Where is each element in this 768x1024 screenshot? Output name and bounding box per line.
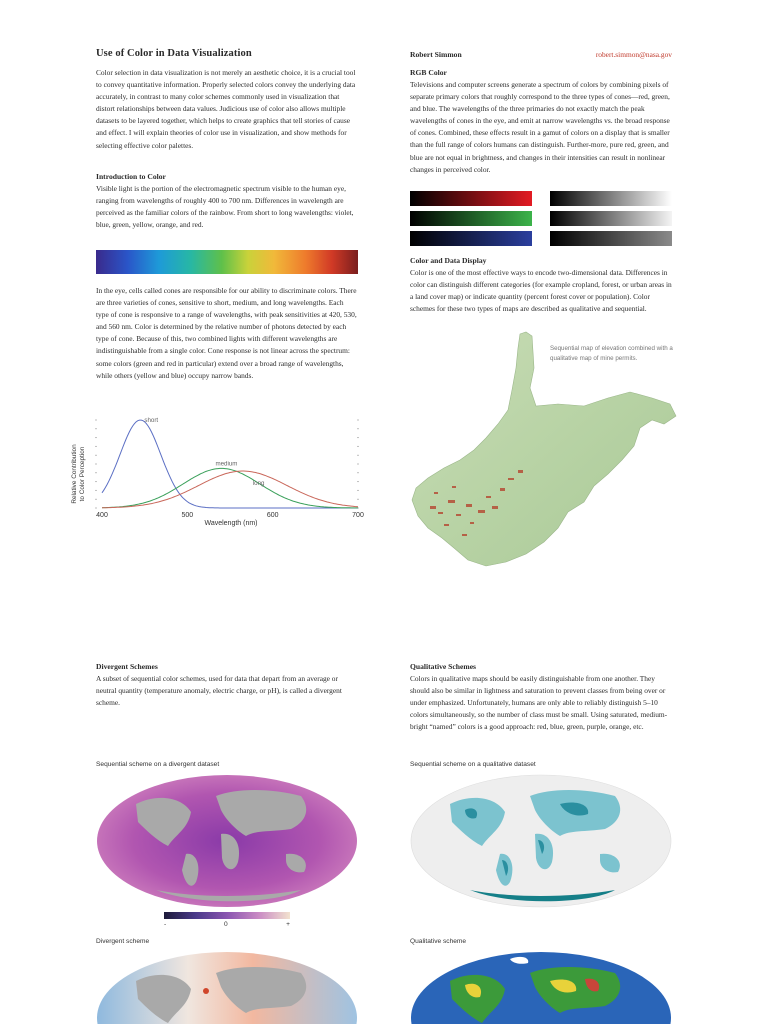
legend-max: +	[286, 921, 290, 928]
cones-paragraph: In the eye, cells called cones are responsible for our ability to discriminate colors. There are three varieties of cones, sensitive to short, medium, and long wavelengths. Each type of cone is responsive to a range of wavelengths, with peak sensitivities at 420, 530, and 560 nm. Color is determined by the relative number of photons detected by each type of cone. Because of this, two combined lights with different wavelengths are indistinguishable from a single color. Cone response is not linear across the spectrum: some colors (green and red in particular) extend over a broad range of wavelengths, while others (yellow and blue) occupy narrow bands.	[96, 286, 357, 380]
y-tick-dot	[358, 455, 359, 456]
y-tick-dot	[358, 428, 359, 429]
series-label-long: long	[252, 480, 265, 488]
y-tick-dot	[96, 464, 97, 465]
caption-divergent: Divergent scheme	[96, 938, 150, 945]
red-luminance-bar	[550, 191, 672, 206]
qualitative-heading: Qualitative Schemes	[410, 662, 477, 671]
intro-color-body: Visible light is the portion of the electromagnetic spectrum visible to the human eye, ranging from wavelengths of roughly 400 to 700 nm. Differences in wavelength are perceived as the familiar colors of the rainbow. From short to long wavelengths: violet, blue, green, yellow, orange, and red.	[96, 184, 354, 230]
series-label-short: short	[144, 417, 159, 424]
y-tick-dot	[96, 499, 97, 500]
y-tick-dot	[96, 481, 97, 482]
x-tick-label: 700	[352, 512, 364, 519]
intro-paragraph: Color selection in data visualization is not merely an aesthetic choice, it is a crucial tool to convey quantitative information. Properly selected colors convey the underlying data accurately, in contrast to many color schemes commonly used in visualization that distort relationships between data values. Judicious use of color also allows multiple datasets to be layered together, which helps to create graphics that tell stories of cause and effect. I will explain theories of color use in visualization, and show methods for selecting effective color palettes.	[96, 68, 356, 150]
y-tick-dot	[358, 472, 359, 473]
y-tick-dot	[96, 472, 97, 473]
y-tick-dot	[96, 490, 97, 491]
color-display-heading: Color and Data Display	[410, 256, 487, 265]
author-email[interactable]: robert.simmon@nasa.gov	[595, 50, 672, 59]
map-sequential-divergent	[96, 774, 358, 908]
x-tick-label: 400	[96, 512, 108, 519]
blue-luminance-bar	[550, 231, 672, 246]
divergent-body: A subset of sequential color schemes, used for data that depart from an average or neutral quantity (temperature anomaly, electric charge, or pH), is called a divergent scheme.	[96, 674, 342, 708]
legend-labels	[164, 921, 290, 931]
rgb-heading: RGB Color	[410, 68, 447, 77]
y-tick-dot	[358, 437, 359, 438]
author-name: Robert Simmon	[410, 50, 462, 59]
intro-color-heading: Introduction to Color	[96, 172, 166, 181]
red-gradient-bar	[410, 191, 532, 206]
series-line-medium	[102, 468, 358, 508]
y-tick-dot	[358, 464, 359, 465]
west-virginia-elevation-map	[408, 328, 688, 573]
legend-mid: 0	[224, 921, 228, 928]
wv-map-caption: Sequential map of elevation combined with a qualitative map of mine permits.	[550, 345, 673, 362]
green-gradient-bar	[410, 211, 532, 226]
rgb-body: Televisions and computer screens generate a spectrum of colors by combining pixels of separate primary colors that roughly correspond to the three types of cones—red, green, and blue. The wavelengths of the three primaries do not exactly match the peak wavelengths of cones in the eye, and emit at narrow wavelengths vs. the broad response of cones. Combined, these effects result in a gamut of colors on a display that is smaller than the full range of colors humans can distinguish. Further-more, pure red, green, and blue are not equal in brightness, and changes in their intensities can result in nonlinear changes in perceived color.	[410, 80, 670, 174]
y-tick-dot	[96, 420, 97, 421]
caption-seq-qualitative: Sequential scheme on a qualitative dataset	[410, 761, 536, 768]
blue-gradient-bar	[410, 231, 532, 246]
y-tick-dot	[358, 481, 359, 482]
x-tick-label: 500	[181, 512, 194, 519]
y-tick-dot	[96, 508, 97, 509]
y-tick-dot	[358, 420, 359, 421]
state-shape	[412, 332, 676, 566]
color-display-body: Color is one of the most effective ways to encode two-dimensional data. Differences in color can distinguish different categories (for example cropland, forest, or urban areas in a land cover map) or indicate quantity (percent forest cover or population). Color schemes for these two types of maps are described as qualitative and sequential.	[410, 268, 672, 314]
caption-qualitative: Qualitative scheme	[410, 938, 467, 945]
page-title: Use of Color in Data Visualization	[96, 48, 252, 59]
x-tick-label: 600	[266, 512, 279, 519]
caption-seq-divergent: Sequential scheme on a divergent dataset	[96, 761, 220, 768]
chart-xlabel: Wavelength (nm)	[204, 520, 258, 527]
y-tick-dot	[358, 446, 359, 447]
cone-response-chart	[68, 412, 368, 530]
y-tick-dot	[96, 446, 97, 447]
y-tick-dot	[358, 490, 359, 491]
y-tick-dot	[96, 428, 97, 429]
map-qualitative	[410, 951, 672, 1024]
series-label-medium: medium	[215, 460, 238, 468]
visible-spectrum-bar	[96, 250, 358, 274]
y-tick-dot	[96, 455, 97, 456]
legend-min: -	[164, 921, 167, 928]
map-sequential-qualitative	[410, 774, 672, 908]
green-luminance-bar	[550, 211, 672, 226]
divergent-heading: Divergent Schemes	[96, 662, 158, 671]
y-tick-dot	[358, 499, 359, 500]
qualitative-body: Colors in qualitative maps should be easily distinguishable from one another. They should also be similar in lightness and saturation to prevent classes from being over or under emphasized. Unfortunately, humans are only able to reliably distinguish 5–10 colors simultaneously, so the number of class must be small. Using saturated, medium-bright “named” colors is a good approach: red, blue, green, purple, orange, etc.	[410, 674, 668, 732]
divergent-legend-bar	[164, 912, 290, 919]
series-line-long	[102, 471, 358, 508]
chart-ylabel: Relative Contributionto Color Perception	[71, 444, 86, 504]
map-divergent	[96, 951, 358, 1024]
y-tick-dot	[96, 437, 97, 438]
